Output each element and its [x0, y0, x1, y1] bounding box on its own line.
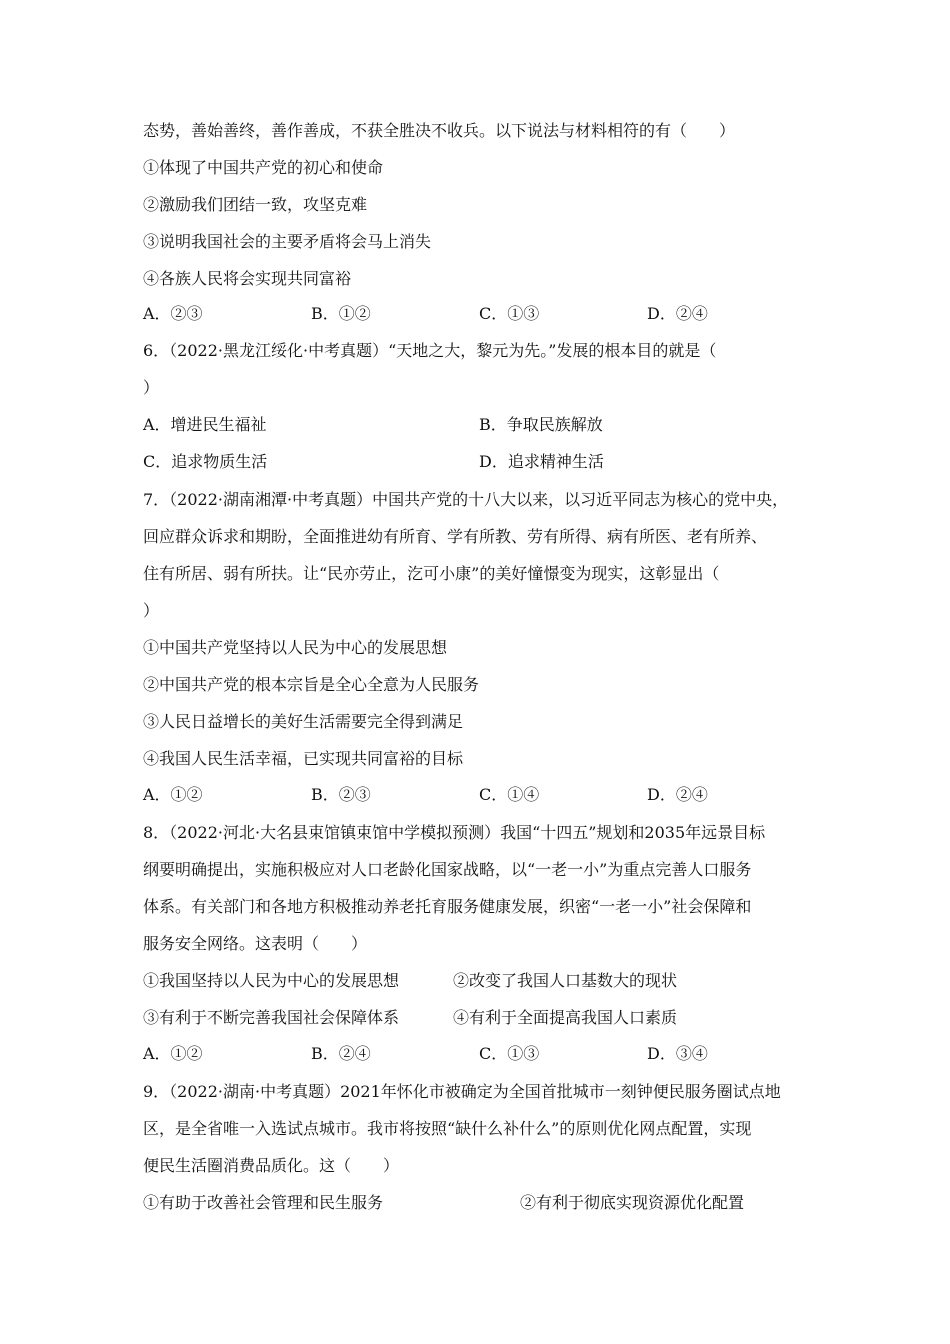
q8-option-b[interactable]: B．②④: [311, 1044, 371, 1063]
q7-option-d[interactable]: D．②④: [647, 785, 708, 804]
q9-item-1: ①有助于改善社会管理和民生服务: [143, 1193, 384, 1212]
q7-item-4: ④我国人民生活幸福，已实现共同富裕的目标: [143, 749, 464, 768]
q9-stem-line-1: 9．（2022·湖南·中考真题）2021年怀化市被确定为全国首批城市一刻钟便民服务圈试点地: [143, 1082, 781, 1101]
q5-item-1: ①体现了中国共产党的初心和使命: [143, 158, 384, 177]
q6-stem-line-2: ）: [143, 378, 160, 397]
q7-item-3: ③人民日益增长的美好生活需要完全得到满足: [143, 712, 464, 731]
q8-items-row-1: [143, 971, 813, 991]
q6-option-a[interactable]: A．增进民生福祉: [143, 415, 267, 434]
q9-stem-line-2: 区，是全省唯一入选试点城市。我市将按照“缺什么补什么”的原则优化网点配置，实现: [143, 1119, 752, 1138]
q5-stem-tail: 态势，善始善终，善作善成，不获全胜决不收兵。以下说法与材料相符的有（ ）: [143, 121, 736, 140]
q7-option-a[interactable]: A．①②: [143, 785, 203, 804]
q7-option-b[interactable]: B．②③: [311, 785, 371, 804]
q8-items-row-2: [143, 1008, 813, 1028]
q6-option-c[interactable]: C．追求物质生活: [143, 452, 268, 471]
q8-stem-line-3: 体系。有关部门和各地方积极推动养老托育服务健康发展，织密“一老一小”社会保障和: [143, 897, 752, 916]
q5-item-3: ③说明我国社会的主要矛盾将会马上消失: [143, 232, 432, 251]
q5-option-b[interactable]: B．①②: [311, 304, 371, 323]
q9-items-row-1: [143, 1193, 813, 1213]
q5-option-a[interactable]: A．②③: [143, 304, 203, 323]
q7-stem-line-2: 回应群众诉求和期盼，全面推进幼有所育、学有所教、劳有所得、病有所医、老有所养、: [143, 527, 768, 546]
q5-option-d[interactable]: D．②④: [647, 304, 708, 323]
q8-stem-line-1: 8．（2022·河北·大名县束馆镇束馆中学模拟预测）我国“十四五”规划和2035年远景目标: [143, 823, 766, 842]
q8-item-2: ②改变了我国人口基数大的现状: [453, 971, 678, 990]
q8-stem-line-2: 纲要明确提出，实施积极应对人口老龄化国家战略，以“一老一小”为重点完善人口服务: [143, 860, 752, 879]
q6-options-row-1: [143, 415, 813, 435]
q6-option-d[interactable]: D．追求精神生活: [479, 452, 604, 471]
q8-option-d[interactable]: D．③④: [647, 1044, 708, 1063]
q6-options-row-2: [143, 452, 813, 472]
q8-option-a[interactable]: A．①②: [143, 1044, 203, 1063]
q8-options: [143, 1044, 813, 1064]
q8-item-3: ③有利于不断完善我国社会保障体系: [143, 1008, 400, 1027]
q7-option-c[interactable]: C．①④: [479, 785, 540, 804]
q7-item-2: ②中国共产党的根本宗旨是全心全意为人民服务: [143, 675, 480, 694]
q9-stem-line-3: 便民生活圈消费品质化。这（ ）: [143, 1156, 400, 1175]
q6-option-b[interactable]: B．争取民族解放: [479, 415, 603, 434]
q9-item-2: ②有利于彻底实现资源优化配置: [520, 1193, 745, 1212]
q7-stem-line-4: ）: [143, 601, 160, 620]
q8-stem-line-4: 服务安全网络。这表明（ ）: [143, 934, 368, 953]
q7-options: [143, 785, 813, 805]
q8-option-c[interactable]: C．①③: [479, 1044, 540, 1063]
q5-item-2: ②激励我们团结一致，攻坚克难: [143, 195, 368, 214]
q5-item-4: ④各族人民将会实现共同富裕: [143, 269, 352, 288]
q5-options: [143, 304, 813, 324]
q8-item-1: ①我国坚持以人民为中心的发展思想: [143, 971, 400, 990]
q7-stem-line-1: 7．（2022·湖南湘潭·中考真题）中国共产党的十八大以来，以习近平同志为核心的党中央，: [143, 490, 789, 509]
q7-stem-line-3: 住有所居、弱有所扶。让“民亦劳止，汔可小康”的美好憧憬变为现实，这彰显出（: [143, 564, 720, 583]
q6-stem-line-1: 6．（2022·黑龙江绥化·中考真题）“天地之大，黎元为先。”发展的根本目的就是（: [143, 341, 717, 360]
q8-item-4: ④有利于全面提高我国人口素质: [453, 1008, 678, 1027]
q5-option-c[interactable]: C．①③: [479, 304, 540, 323]
q7-item-1: ①中国共产党坚持以人民为中心的发展思想: [143, 638, 448, 657]
